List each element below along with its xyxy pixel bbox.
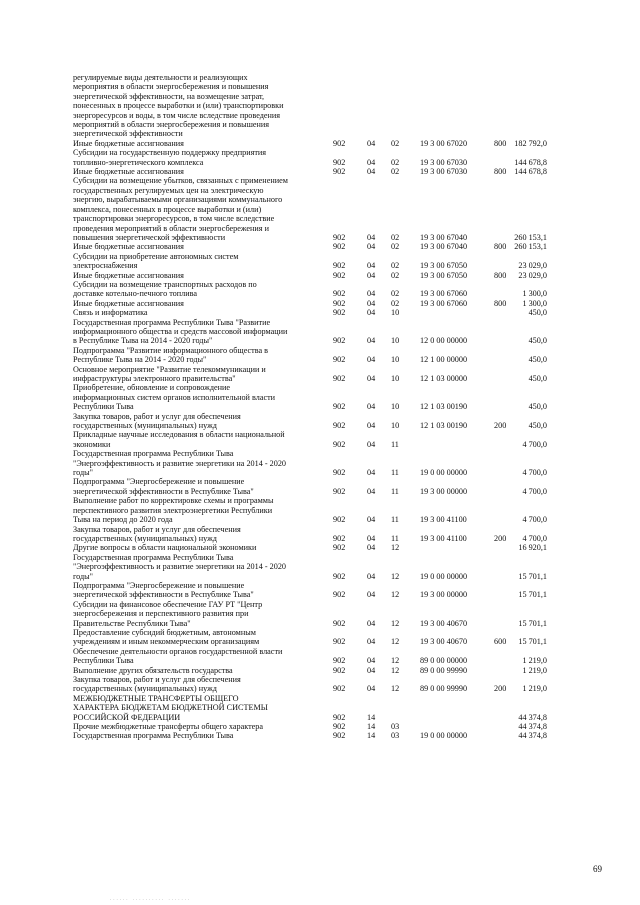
subsection-code: 11 (391, 439, 399, 449)
amount: 144 678,8 (514, 157, 547, 167)
ministry-code: 902 (333, 731, 346, 741)
ministry-code: 902 (333, 618, 346, 628)
row-name-line: повышения энергетической эффективности (73, 232, 226, 242)
table-row (0, 365, 640, 384)
section-code: 04 (367, 298, 376, 308)
table-row (0, 412, 640, 431)
target-article-code: 19 3 00 40670 (420, 618, 468, 628)
row-name-line: регулируемые виды деятельности и реализующих (73, 73, 248, 82)
row-name-line: Обеспечение деятельности органов государственной власти (73, 646, 283, 656)
row-name-line: информационных систем органов исполнительной власти (73, 392, 276, 402)
row-name-line: Подпрограмма "Энергосбережение и повышение (73, 477, 245, 487)
section-code: 04 (367, 157, 376, 167)
row-name-line: Иные бюджетные ассигнования (73, 270, 184, 280)
amount: 4 700,0 (522, 468, 547, 478)
row-name-line: Иные бюджетные ассигнования (73, 167, 184, 177)
expense-type-code: 200 (494, 684, 507, 694)
subsection-code: 12 (391, 618, 400, 628)
row-name-line: Подпрограмма "Энергосбережение и повышение (73, 580, 245, 590)
row-name (73, 496, 321, 524)
section-code: 04 (367, 242, 376, 252)
ministry-code: 902 (333, 270, 346, 280)
row-name-line: энергетической эффективности в Республике Тыва" (73, 486, 254, 496)
row-name (73, 525, 321, 544)
section-code: 04 (367, 637, 376, 647)
row-name (73, 477, 321, 496)
amount: 15 701,1 (518, 571, 547, 581)
table-row (0, 308, 640, 317)
ministry-code: 902 (333, 242, 346, 252)
amount: 44 374,8 (518, 712, 547, 722)
amount: 23 029,0 (518, 261, 547, 271)
target-article-code: 19 0 00 00000 (420, 468, 468, 478)
ministry-code: 902 (333, 590, 346, 600)
row-name-line: государственных (муниципальных) нужд (73, 533, 217, 543)
row-name-line: Республики Тыва (73, 656, 134, 666)
budget-table (0, 73, 640, 741)
ministry-code: 902 (333, 157, 346, 167)
target-article-code: 19 3 00 67050 (420, 270, 468, 280)
target-article-code: 19 3 00 41100 (420, 515, 467, 525)
subsection-code: 02 (391, 289, 400, 299)
table-row (0, 299, 640, 308)
section-code: 04 (367, 374, 376, 383)
subsection-code: 12 (391, 543, 400, 553)
amount: 16 920,1 (518, 543, 547, 553)
section-code: 04 (367, 336, 376, 346)
ministry-code: 902 (333, 308, 346, 318)
expense-type-code: 800 (494, 167, 507, 177)
target-article-code: 89 0 00 99990 (420, 684, 468, 694)
row-name (73, 242, 321, 251)
row-name-line: энергосбережения и перспективного развития при (73, 609, 249, 619)
ministry-code: 902 (333, 167, 346, 177)
table-row (0, 318, 640, 346)
row-name-line: Государственная программа Республики Тыва (73, 731, 234, 741)
row-name-line: Правительстве Республики Тыва" (73, 618, 191, 628)
section-code: 04 (367, 421, 376, 431)
row-name-line: Приобретение, обновление и сопровождение (73, 383, 231, 393)
row-name (73, 628, 321, 647)
amount: 1 219,0 (522, 656, 547, 666)
table-row (0, 553, 640, 581)
table-row (0, 280, 640, 299)
footer-mark: ...... .......... ....... (110, 897, 192, 902)
row-name-line: Субсидии на возмещение убытков, связанных с применением (73, 176, 288, 186)
row-name (73, 365, 321, 384)
row-name-line: Прочие межбюджетные трансферты общего характера (73, 722, 264, 732)
subsection-code: 02 (391, 270, 400, 280)
subsection-code: 10 (391, 421, 400, 431)
amount: 260 153,1 (514, 242, 547, 252)
ministry-code: 902 (333, 402, 346, 412)
table-row (0, 647, 640, 666)
row-name-line: энергетической эффективности (73, 129, 183, 139)
target-article-code: 19 3 00 67040 (420, 232, 468, 242)
table-row (0, 167, 640, 176)
amount: 1 300,0 (522, 289, 547, 299)
row-name-line: МЕЖБЮДЖЕТНЫЕ ТРАНСФЕРТЫ ОБЩЕГО (73, 693, 239, 703)
row-name (73, 666, 321, 675)
ministry-code: 902 (333, 374, 346, 383)
row-name-line: Субсидии на государственную поддержку предприятия (73, 148, 267, 158)
amount: 44 374,8 (518, 731, 547, 741)
table-row (0, 731, 640, 740)
row-name-line: экономики (73, 439, 111, 449)
row-name-line: Государственная программа Республики Тыва "Развитие (73, 317, 271, 327)
amount: 1 219,0 (522, 684, 547, 694)
section-code: 04 (367, 543, 376, 553)
amount: 4 700,0 (522, 486, 547, 496)
ministry-code: 902 (333, 486, 346, 496)
section-code: 04 (367, 355, 376, 365)
row-name-line: Закупка товаров, работ и услуг для обеспечения (73, 524, 241, 534)
subsection-code: 03 (391, 722, 400, 732)
subsection-code: 12 (391, 656, 400, 666)
row-name (73, 167, 321, 176)
section-code: 04 (367, 289, 376, 299)
ministry-code: 902 (333, 289, 346, 299)
row-name (73, 581, 321, 600)
ministry-code: 902 (333, 543, 346, 553)
row-name-line: Выполнение других обязательств государства (73, 665, 233, 675)
target-article-code: 89 0 00 99990 (420, 665, 468, 675)
section-code: 04 (367, 618, 376, 628)
ministry-code: 902 (333, 656, 346, 666)
subsection-code: 11 (391, 515, 399, 525)
amount: 450,0 (528, 402, 547, 412)
section-code: 04 (367, 590, 376, 600)
row-name-line: понесенных в процессе выработки и (или) транспортировки (73, 101, 284, 111)
ministry-code: 902 (333, 665, 346, 675)
expense-type-code: 800 (494, 298, 507, 308)
table-row (0, 694, 640, 722)
section-code: 04 (367, 515, 376, 525)
target-article-code: 19 3 00 67030 (420, 167, 468, 177)
subsection-code: 10 (391, 355, 400, 365)
ministry-code: 902 (333, 533, 346, 543)
table-row (0, 581, 640, 600)
row-name (73, 308, 321, 317)
row-name (73, 139, 321, 148)
target-article-code: 12 1 03 00190 (420, 402, 468, 412)
row-name-line: инфраструктуры электронного правительства" (73, 374, 236, 383)
target-article-code: 19 3 00 67040 (420, 242, 468, 252)
row-name (73, 73, 321, 139)
section-code: 04 (367, 533, 376, 543)
row-name-line: Основное мероприятие "Развитие телекоммуникации и (73, 364, 266, 374)
subsection-code: 02 (391, 167, 400, 177)
row-name-line: мероприятий в области энергосбережения и повышения (73, 120, 270, 130)
target-article-code: 19 3 00 00000 (420, 590, 468, 600)
row-name-line: Предоставление субсидий бюджетным, автономным (73, 627, 256, 637)
target-article-code: 12 0 00 00000 (420, 336, 468, 346)
amount: 450,0 (528, 421, 547, 431)
subsection-code: 12 (391, 665, 400, 675)
table-row (0, 600, 640, 628)
row-name-line: Субсидии на возмещение транспортных расходов по (73, 279, 257, 289)
amount: 182 792,0 (514, 138, 547, 148)
row-name-line: Иные бюджетные ассигнования (73, 242, 184, 252)
subsection-code: 11 (391, 468, 399, 478)
target-article-code: 19 3 00 67060 (420, 298, 468, 308)
row-name-line: Субсидии на приобретение автономных систем (73, 251, 239, 261)
row-name-line: энергоресурсов и воды, в том числе вследствие проведения (73, 110, 281, 120)
amount: 450,0 (528, 336, 547, 346)
row-name-line: комплекса, понесенных в процессе выработки и (или) (73, 204, 262, 214)
row-name-line: РОССИЙСКОЙ ФЕДЕРАЦИИ (73, 712, 181, 722)
row-name-line: информационного общества и средств массовой информации (73, 326, 288, 336)
section-code: 14 (367, 731, 376, 741)
section-code: 04 (367, 138, 376, 148)
amount: 1 300,0 (522, 298, 547, 308)
subsection-code: 11 (391, 486, 399, 496)
row-name-line: "Энергоэффективность и развитие энергетики на 2014 - 2020 (73, 458, 287, 468)
row-name-line: учреждениям и иным некоммерческим организациям (73, 637, 260, 647)
row-name-line: Прикладные научные исследования в области национальной (73, 430, 285, 440)
expense-type-code: 800 (494, 138, 507, 148)
ministry-code: 902 (333, 439, 346, 449)
row-name-line: Другие вопросы в области национальной экономики (73, 543, 257, 553)
subsection-code: 10 (391, 308, 400, 318)
row-name-line: транспортировки энергоресурсов, в том числе вследствие (73, 214, 275, 224)
row-name (73, 694, 321, 722)
amount: 450,0 (528, 308, 547, 318)
row-name-line: Государственная программа Республики Тыва (73, 552, 234, 562)
subsection-code: 02 (391, 261, 400, 271)
table-row (0, 252, 640, 271)
table-row (0, 496, 640, 524)
row-name-line: Выполнение работ по корректировке схемы и программы (73, 496, 274, 506)
target-article-code: 12 1 03 00190 (420, 421, 468, 431)
section-code: 04 (367, 402, 376, 412)
section-code: 04 (367, 167, 376, 177)
row-name-line: Иные бюджетные ассигнования (73, 138, 184, 148)
row-name (73, 252, 321, 271)
row-name-line: Связь и информатика (73, 308, 148, 318)
row-name-line: "Энергоэффективность и развитие энергетики на 2014 - 2020 (73, 562, 287, 572)
subsection-code: 02 (391, 242, 400, 252)
row-name (73, 600, 321, 628)
subsection-code: 12 (391, 684, 400, 694)
row-name-line: Подпрограмма "Развитие информационного общества в (73, 345, 269, 355)
row-name-line: энергетической эффективности, на возмещение затрат, (73, 91, 265, 101)
row-name (73, 543, 321, 552)
target-article-code: 89 0 00 00000 (420, 656, 468, 666)
row-name (73, 449, 321, 477)
row-name-line: доставке котельно-печного топлива (73, 289, 198, 299)
table-row (0, 73, 640, 139)
table-row (0, 628, 640, 647)
row-name-line: энергетической эффективности в Республике Тыва" (73, 590, 254, 600)
expense-type-code: 800 (494, 242, 507, 252)
row-name-line: Закупка товаров, работ и услуг для обеспечения (73, 675, 241, 684)
amount: 4 700,0 (522, 533, 547, 543)
amount: 4 700,0 (522, 439, 547, 449)
subsection-code: 02 (391, 138, 400, 148)
row-name-line: Республике Тыва на 2014 - 2020 годы" (73, 355, 207, 365)
ministry-code: 902 (333, 261, 346, 271)
section-code: 04 (367, 439, 376, 449)
row-name-line: Государственная программа Республики Тыва (73, 449, 234, 459)
ministry-code: 902 (333, 712, 346, 722)
target-article-code: 12 1 00 00000 (420, 355, 468, 365)
row-name-line: ХАРАКТЕРА БЮДЖЕТАМ БЮДЖЕТНОЙ СИСТЕМЫ (73, 703, 268, 713)
subsection-code: 11 (391, 533, 399, 543)
expense-type-code: 200 (494, 421, 507, 431)
expense-type-code: 600 (494, 637, 507, 647)
row-name-line: мероприятия в области энергосбережения и повышения (73, 82, 269, 92)
subsection-code: 10 (391, 336, 400, 346)
subsection-code: 12 (391, 571, 400, 581)
row-name-line: государственных (муниципальных) нужд (73, 421, 217, 431)
ministry-code: 902 (333, 722, 346, 732)
row-name-line: энергию, вырабатываемыми организациями коммунального (73, 195, 283, 205)
row-name-line: Тыва на период до 2020 года (73, 515, 173, 525)
row-name (73, 280, 321, 299)
row-name-line: Закупка товаров, работ и услуг для обеспечения (73, 411, 241, 421)
row-name-line: электроснабжения (73, 261, 138, 271)
row-name-line: Республики Тыва (73, 402, 134, 412)
target-article-code: 19 3 00 67020 (420, 138, 468, 148)
section-code: 14 (367, 722, 376, 732)
section-code: 04 (367, 308, 376, 318)
subsection-code: 02 (391, 298, 400, 308)
ministry-code: 902 (333, 421, 346, 431)
table-row (0, 430, 640, 449)
row-name-line: в Республике Тыва на 2014 - 2020 годы" (73, 336, 213, 346)
target-article-code: 19 0 00 00000 (420, 571, 468, 581)
amount: 260 153,1 (514, 232, 547, 242)
section-code: 04 (367, 665, 376, 675)
ministry-code: 902 (333, 232, 346, 242)
row-name-line: государственных (муниципальных) нужд (73, 684, 217, 694)
row-name-line: годы" (73, 468, 94, 478)
row-name-line: топливно-энергетического комплекса (73, 157, 204, 167)
table-row (0, 271, 640, 280)
target-article-code: 19 3 00 67030 (420, 157, 468, 167)
row-name-line: Субсидии на финансовое обеспечение ГАУ РТ "Центр (73, 599, 263, 609)
table-row (0, 383, 640, 411)
row-name (73, 412, 321, 431)
subsection-code: 02 (391, 232, 400, 242)
target-article-code: 19 3 00 41100 (420, 533, 467, 543)
subsection-code: 02 (391, 157, 400, 167)
table-row (0, 242, 640, 251)
section-code: 04 (367, 684, 376, 694)
row-name (73, 176, 321, 242)
table-row (0, 543, 640, 552)
row-name (73, 383, 321, 411)
amount: 450,0 (528, 355, 547, 365)
expense-type-code: 200 (494, 533, 507, 543)
table-row (0, 477, 640, 496)
row-name (73, 731, 321, 740)
table-row (0, 675, 640, 694)
amount: 1 219,0 (522, 665, 547, 675)
row-name (73, 675, 321, 694)
amount: 144 678,8 (514, 167, 547, 177)
target-article-code: 19 3 00 67050 (420, 261, 468, 271)
row-name (73, 346, 321, 365)
section-code: 04 (367, 656, 376, 666)
row-name (73, 271, 321, 280)
subsection-code: 03 (391, 731, 400, 741)
table-row (0, 176, 640, 242)
ministry-code: 902 (333, 515, 346, 525)
row-name (73, 318, 321, 346)
section-code: 14 (367, 712, 376, 722)
target-article-code: 19 3 00 67060 (420, 289, 468, 299)
section-code: 04 (367, 571, 376, 581)
ministry-code: 902 (333, 298, 346, 308)
row-name (73, 722, 321, 731)
section-code: 04 (367, 261, 376, 271)
section-code: 04 (367, 486, 376, 496)
target-article-code: 19 0 00 00000 (420, 731, 468, 741)
table-row (0, 722, 640, 731)
row-name-line: перспективного развития электроэнергетики Республики (73, 505, 273, 515)
target-article-code: 19 3 00 00000 (420, 486, 468, 496)
section-code: 04 (367, 270, 376, 280)
page-number: 69 (593, 864, 602, 874)
table-row (0, 346, 640, 365)
table-row (0, 525, 640, 544)
amount: 15 701,1 (518, 618, 547, 628)
ministry-code: 902 (333, 468, 346, 478)
expense-type-code: 800 (494, 270, 507, 280)
subsection-code: 10 (391, 374, 400, 383)
row-name-line: Иные бюджетные ассигнования (73, 298, 184, 308)
table-row (0, 139, 640, 148)
target-article-code: 12 1 03 00000 (420, 374, 468, 383)
row-name-line: государственных регулируемых цен на электрическую (73, 185, 264, 195)
row-name (73, 148, 321, 167)
row-name-line: годы" (73, 571, 94, 581)
ministry-code: 902 (333, 684, 346, 694)
amount: 4 700,0 (522, 515, 547, 525)
table-row (0, 148, 640, 167)
table-row (0, 666, 640, 675)
ministry-code: 902 (333, 571, 346, 581)
ministry-code: 902 (333, 637, 346, 647)
subsection-code: 12 (391, 637, 400, 647)
amount: 15 701,1 (518, 637, 547, 647)
row-name (73, 299, 321, 308)
section-code: 04 (367, 232, 376, 242)
subsection-code: 10 (391, 402, 400, 412)
amount: 450,0 (528, 374, 547, 383)
row-name (73, 430, 321, 449)
row-name (73, 647, 321, 666)
ministry-code: 902 (333, 138, 346, 148)
target-article-code: 19 3 00 40670 (420, 637, 468, 647)
row-name (73, 553, 321, 581)
amount: 44 374,8 (518, 722, 547, 732)
table-row (0, 449, 640, 477)
ministry-code: 902 (333, 355, 346, 365)
amount: 23 029,0 (518, 270, 547, 280)
ministry-code: 902 (333, 336, 346, 346)
amount: 15 701,1 (518, 590, 547, 600)
section-code: 04 (367, 468, 376, 478)
row-name-line: проведения мероприятий в области энергосбережения и (73, 223, 269, 233)
subsection-code: 12 (391, 590, 400, 600)
